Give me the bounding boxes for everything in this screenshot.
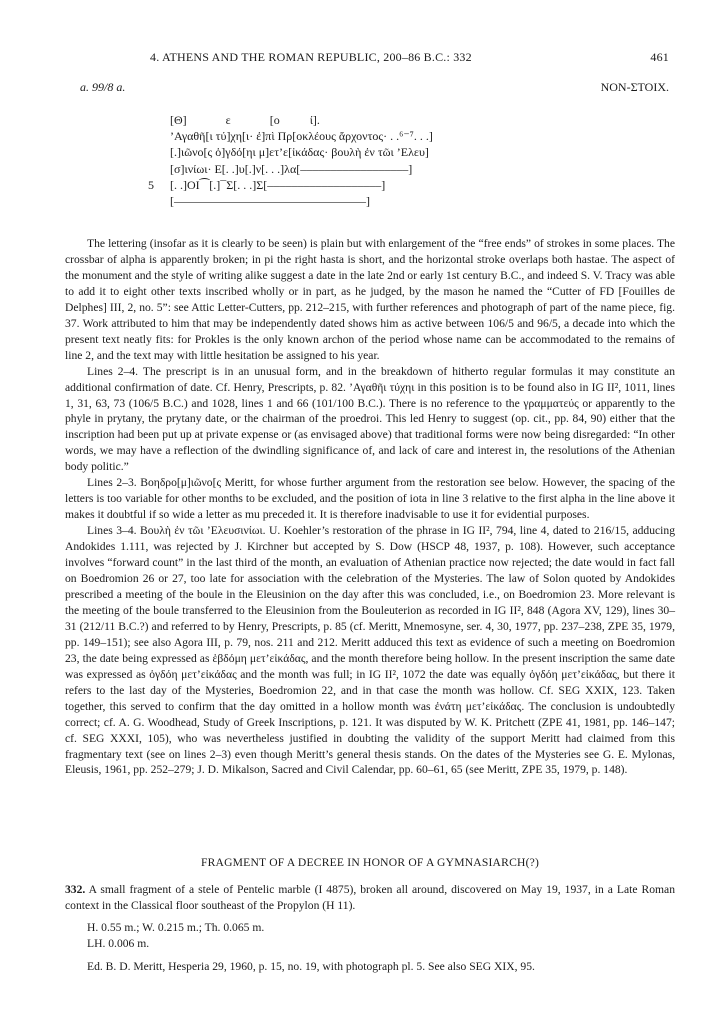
inscription-line — [150, 112, 590, 128]
line-text: [. .]ΟΙ⁀[.]¯Σ[. . .]Σ[–––––––––––––––––––] — [170, 177, 386, 192]
inscription-line — [150, 128, 590, 144]
letter-height: LH. 0.006 m. — [87, 936, 150, 950]
dimensions-block — [65, 920, 675, 951]
edition-reference: Ed. B. D. Meritt, Hesperia 29, 1960, p. 15, no. 19, with photograph pl. 5. See also SEG XIX, 95. — [87, 960, 535, 974]
commentary-paragraph: The lettering (insofar as it is clearly to be seen) is plain but with enlargement of the “free ends” of strokes in some places. The crossbar of alpha is apparently broken; in pi the right hasta is short, and the horizontal stroke overlaps both hastae. The aspect of the monument and the style of writing alike suggest a date in the late 2nd or early 1st century B.C., and indeed S. V. Tracy was able to add it to eight other texts inscribed wholly or in part, as he judged, by the mason he named the “Cutter of FD [Fouilles de Delphes] III, 2, no. 5”: see Attic Letter-Cutters, pp. 212–215, with further references and photograph of part of the name piece, fig. 37. Work attributed to him that may be independently dated shows him as active between 106/5 and 96/5, a decade into which the present text neatly fits: for Prokles is the only known archon of the period whose name can be accommodated to the remains of line 2, and the text may with little hesitation be assigned to his year. — [65, 237, 675, 362]
entry-date: a. 99/8 a. — [80, 80, 126, 94]
catalog-entry — [65, 882, 675, 976]
inscription-text — [150, 112, 590, 209]
line-number: 5 — [148, 177, 154, 192]
entry-description-paragraph — [65, 882, 675, 914]
inscription-line — [150, 161, 590, 177]
entry-number: 332. — [65, 883, 86, 896]
line-text: [σ]ινίωι· Ε[. .]υ[.]ν[. . .]λα[––––––––––––––––––] — [170, 161, 413, 176]
entry-description: A small fragment of a stele of Pentelic marble (I 4875), broken all around, discovered on May 19, 1937, in a Late Roman context in the Classical floor southeast of the Propylon (H 11). — [65, 883, 675, 913]
line-text: ’Αγαθῆ[ι τύ]χη[ι· ἐ]πὶ Πρ[οκλέους ἄρχοντος· . .⁶⁻⁷. . .] — [170, 129, 433, 144]
running-title: 4. ATHENS AND THE ROMAN REPUBLIC, 200–86 B.C.: 332 — [150, 50, 472, 64]
inscription-line — [150, 144, 590, 160]
line-text: [––––––––––––––––––––––––––––––––] — [170, 193, 370, 208]
commentary-paragraph: Lines 2–3. Βοηδρο[μ]ιῶνο[ς Meritt, for whose further argument from the restoration see below. However, the spacing of the letters is too variable for other months to be excluded, and the position of iota in line 3 relative to the first alpha in the line above it makes it doubtful if so wide a letter as mu preceded it. It is therefore inadvisable to use it for evidential purposes. — [65, 476, 675, 522]
commentary-paragraph: Lines 2–4. The prescript is in an unusual form, and in the breakdown of hitherto regular formulas it may constitute an additional confirmation of date. Cf. Henry, Prescripts, p. 82. ’Αγαθῆι τύχηι in this position is to be found also in IG II², 1011, lines 1, 31, 63, 73 (106/5 B.C.) and 1028, lines 1 and 66 (101/100 B.C.). There is no reference to the γραμματεύς or apparently to the phyle in prytany, the prytany date, or the chairman of the proedroi. This led Henry to suggest (op. cit., pp. 84, 90) either that the inscription had been put up at private expense or (as envisaged above) that traditional forms were now being disregarded: “In other words, we may have a reflection of the dwindling significance of, and lack of care and interest in, the resolutions of the Athenian body politic.” — [65, 364, 675, 474]
inscription-line — [150, 177, 590, 193]
page-number: 461 — [650, 50, 669, 64]
commentary-paragraph: Lines 3–4. Βουλὴ ἐν τῶι ’Ελευσινίωι. U. Koehler’s restoration of the phrase in IG II², 794, line 4, dated to 216/15, adducing Andokides 1.111, was rejected by J. Kirchner but accepted by S. Dow (HSCP 48, 1937, p. 108). However, such acceptance involves “forward count” in the last third of the month, an evaluation of Athenian practice now rejected; the date would in fact fall on Boedromion 26 or 27, too late for association with the celebration of the Mysteries. The law of Solon quoted by Andokides prescribed a meeting of the boule in the Eleusinion on the day after this was concluded, i.e., on Boedromion 23. More relevant is the meeting of the boule transferred to the Eleusinion from the Bouleuterion as recorded in IG II², 848 (Agora XV, 129), lines 30–31 (212/11 B.C.?) and referred to by Henry, Prescripts, p. 85 (cf. Meritt, Mnemosyne, ser. 4, 30, 1977, pp. 237–238, ZPE 35, 1979, pp. 149–151); see also Agora III, p. 79, nos. 211 and 212. Meritt adduced this text as evidence of such a meeting on Boedromion 23, the date being expressed as ἑβδόμη μετ’εἰκάδας, and the month therefore being hollow. In the present inscription the same date was expressed as ὀγδόη μετ’εἰκάδας and the month was full; in IG II², 1072 the date was equally ὀγδόη μετ’εἰκάδας, but there it refers to the last day of the Mysteries, Boedromion 22, and in that case the month was hollow. Cf. SEG XXIX, 123. Taken together, this served to confirm that the day omitted in a hollow month was ἐνάτη μετ’εἰκάδας. The conclusion is undoubtedly correct; cf. A. G. Woodhead, Study of Greek Inscriptions, p. 121. It was disputed by W. K. Pritchett (ZPE 41, 1981, pp. 146–147; cf. SEG XXXI, 105), who was nevertheless justified in doubting the validity of the support Meritt had claimed from this fragmentary text (see on lines 2–3) even though Meritt’s general thesis stands. On the dates of the Mysteries see G. E. Mylonas, Eleusis, 1961, pp. 252–279; J. D. Mikalson, Sacred and Civil Calendar, pp. 60–61, 65 (see Meritt, ZPE 35, 1979, p. 148). — [65, 524, 675, 777]
line-text: [.]ιῶνο[ς ὀ]γδό[ηι μ]ετ’ε[ἰκάδας· βουλὴ ἐν τῶι ’Ελευ] — [170, 145, 429, 160]
line-text: [Θ] ε [ο ί]. — [170, 113, 320, 127]
layout-label: NON-ΣΤΟΙΧ. — [600, 80, 669, 94]
dimensions: H. 0.55 m.; W. 0.215 m.; Th. 0.065 m. — [87, 921, 265, 935]
inscription-line — [150, 193, 590, 209]
commentary — [65, 236, 675, 778]
section-heading: FRAGMENT OF A DECREE IN HONOR OF A GYMNASIARCH(?) — [200, 856, 540, 869]
